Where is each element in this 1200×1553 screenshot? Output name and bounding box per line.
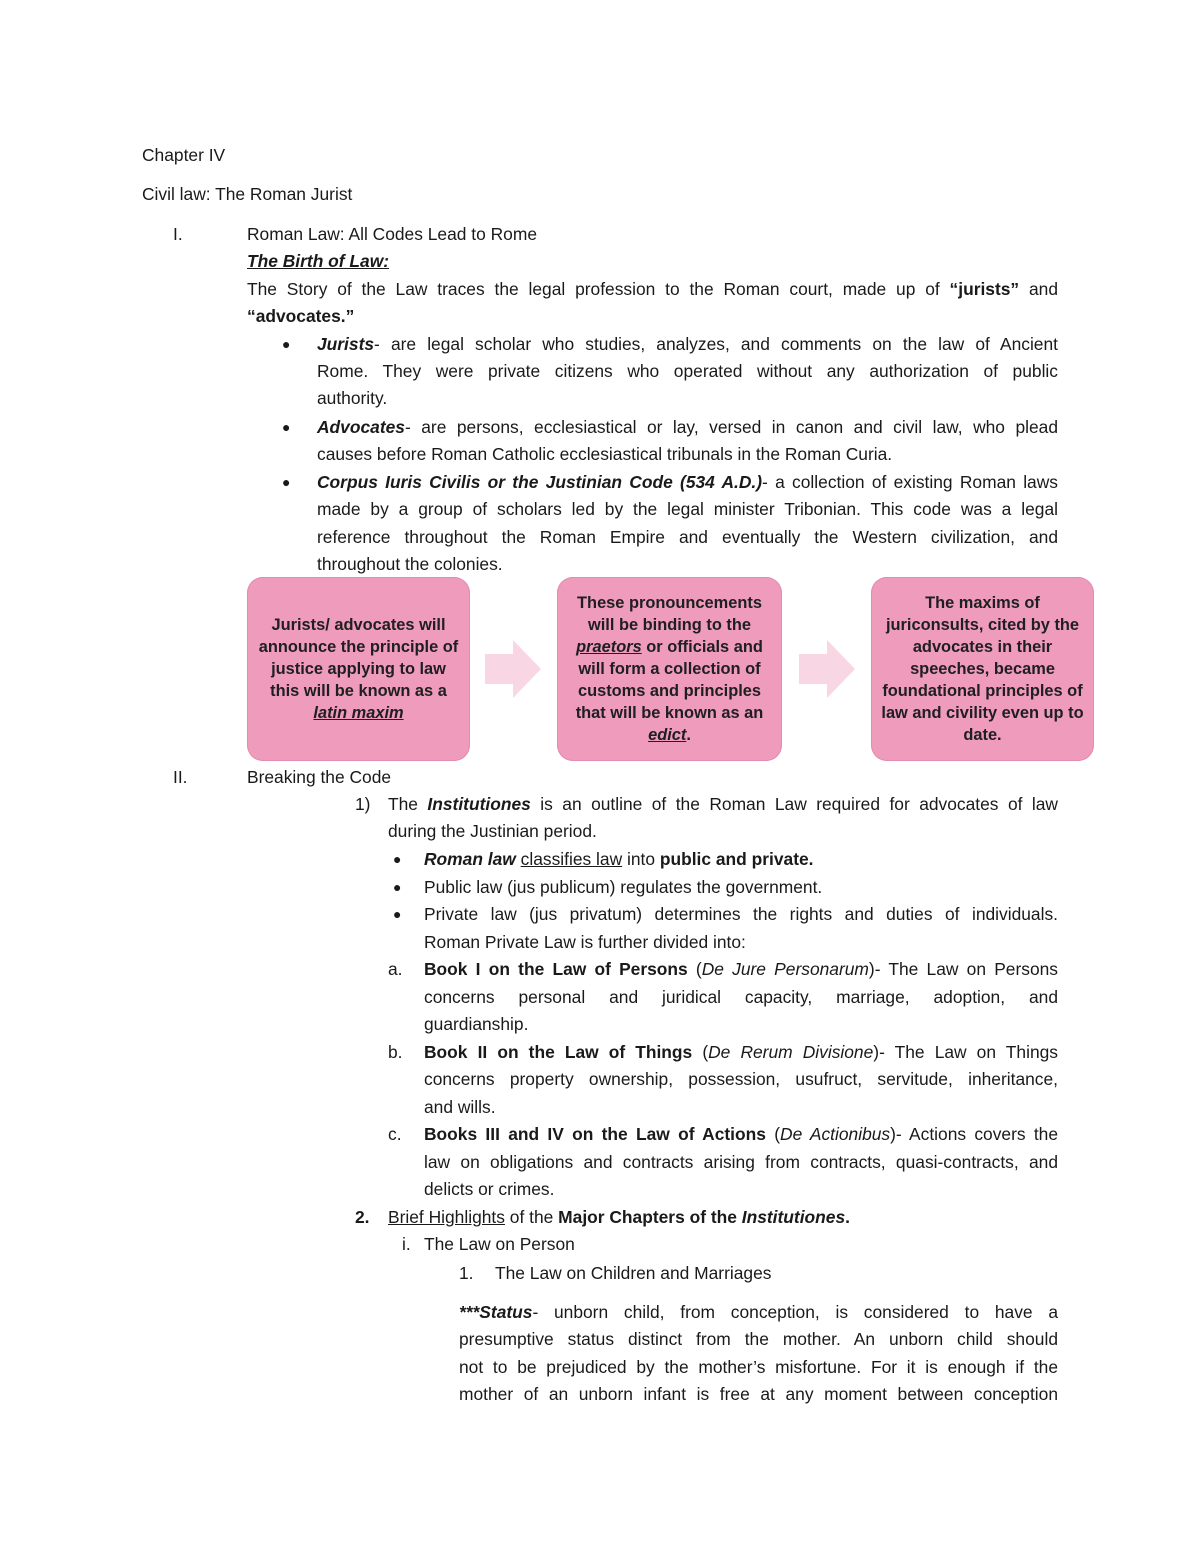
item-c-text: )- Actions covers the (890, 1124, 1059, 1144)
corpus-line-3: reference throughout the Roman Empire and eventually the Western civilization, and (317, 527, 1058, 547)
item-a-label: a. (388, 959, 403, 979)
private-law-line-1: Private law (jus privatum) determines the rights and duties of individuals. (424, 904, 1058, 924)
paren-open: ( (692, 1042, 709, 1062)
diagram-box-maxims (871, 577, 1094, 761)
intro-line-1 (247, 276, 1058, 303)
de-actionibus: De Actionibus (780, 1124, 891, 1144)
books-3-4-title: Books III and IV on the Law of Actions (424, 1124, 766, 1144)
advocates-term: Advocates (317, 417, 405, 437)
item-c-line-1 (424, 1121, 1058, 1148)
bullet-icon: ● (282, 474, 291, 490)
box-3-text: The maxims of juriconsults, cited by the advocates in their speeches, became foundational principles of law and civility even up to date. (881, 594, 1084, 744)
item-1-text-a: The (388, 794, 428, 814)
arrow-right-icon (485, 638, 541, 700)
section-1-subheading: The Birth of Law: (247, 251, 390, 271)
arrow-right-icon (799, 638, 855, 700)
item-b-line-3: and wills. (424, 1097, 496, 1117)
status-line-1 (459, 1299, 1058, 1326)
box-2-text-c: . (686, 726, 691, 744)
book-1-title: Book I on the Law of Persons (424, 959, 688, 979)
corpus-line-4: throughout the colonies. (317, 554, 503, 574)
classification-line (424, 846, 814, 873)
box-2-text-b: or officials and will form a collection of customs and principles that will be known as an (575, 638, 764, 722)
intro-text-a: The Story of the Law traces the legal profession to the Roman court, made up of (247, 279, 950, 299)
section-2-title: Breaking the Code (247, 767, 392, 787)
section-2-numeral: II. (173, 767, 188, 787)
item-c-line-3: delicts or crimes. (424, 1179, 555, 1199)
item-c-line-2: law on obligations and contracts arising from contracts, quasi-contracts, and (424, 1152, 1058, 1172)
advocates-line-1 (317, 414, 1058, 441)
chapter-heading: Chapter IV (142, 145, 226, 165)
jurists-line-3: authority. (317, 388, 388, 408)
intro-text-c: and (1019, 279, 1058, 299)
item-1-text-c: is an outline of the Roman Law required for advocates of law (530, 794, 1058, 814)
item-b-line-2: concerns property ownership, possession, usufruct, servitude, inheritance, (424, 1069, 1058, 1089)
diagram-box-latin-maxim (247, 577, 470, 761)
box-2-praetors: praetors (576, 638, 642, 656)
status-line-3: not to be prejudiced by the mother’s misfortune. For it is enough if the (459, 1357, 1058, 1377)
advocates-quote: “advocates.” (247, 306, 355, 326)
page-title: Civil law: The Roman Jurist (142, 184, 353, 204)
item-a-line-3: guardianship. (424, 1014, 529, 1034)
item-1-line-2: during the Justinian period. (388, 821, 597, 841)
public-private-text: public and private. (659, 849, 814, 869)
box-2-edict: edict (648, 726, 687, 744)
section-1-numeral: I. (173, 224, 183, 244)
box-1-latin-maxim: latin maxim (313, 704, 404, 722)
item-a-line-2: concerns personal and juridical capacity, marriage, adoption, and (424, 987, 1058, 1007)
bullet-icon: ● (282, 419, 291, 435)
sub-1-text: The Law on Children and Marriages (495, 1263, 772, 1283)
de-jure-personarum: De Jure Personarum (701, 959, 869, 979)
roman-law-term: Roman law (424, 849, 516, 869)
corpus-line-1 (317, 469, 1058, 496)
status-def: - unborn child, from conception, is considered to have a (532, 1302, 1058, 1322)
section-1-title: Roman Law: All Codes Lead to Rome (247, 224, 538, 244)
institutiones-term-2: Institutiones (741, 1207, 846, 1227)
advocates-line-2: causes before Roman Catholic ecclesiastical tribunals in the Roman Curia. (317, 444, 893, 464)
bullet-icon: ● (393, 879, 402, 895)
item-1-line-1 (388, 791, 1058, 818)
box-1-text: Jurists/ advocates will announce the principle of justice applying to law this will be known as a (258, 616, 459, 700)
item-i-label: i. (402, 1234, 411, 1254)
period: . (845, 1207, 850, 1227)
into-text: into (622, 849, 660, 869)
item-a-line-1 (424, 956, 1058, 983)
box-2-text-a: These pronouncements will be binding to the (577, 594, 762, 634)
jurists-def: - are legal scholar who studies, analyzes, and comments on the law of Ancient (374, 334, 1058, 354)
item-b-label: b. (388, 1042, 403, 1062)
paren-open: ( (765, 1124, 781, 1144)
bullet-icon: ● (393, 851, 402, 867)
corpus-line-2: made by a group of scholars led by the legal minister Tribonian. This code was a legal (317, 499, 1058, 519)
jurists-quote: “jurists” (949, 279, 1020, 299)
major-chapters: Major Chapters of the (558, 1207, 742, 1227)
status-line-2: presumptive status distinct from the mother. An unborn child should (459, 1329, 1058, 1349)
de-rerum-divisione: De Rerum Divisione (708, 1042, 874, 1062)
item-b-text: )- The Law on Things (873, 1042, 1058, 1062)
jurists-line-2: Rome. They were private citizens who operated without any authorization of public (317, 361, 1058, 381)
bullet-icon: ● (393, 906, 402, 922)
item-i-text: The Law on Person (424, 1234, 575, 1254)
jurists-line-1 (317, 331, 1058, 358)
paren-open: ( (687, 959, 702, 979)
status-term: ***Status (459, 1302, 533, 1322)
public-law-line: Public law (jus publicum) regulates the government. (424, 877, 823, 897)
item-a-text: )- The Law on Persons (868, 959, 1059, 979)
brief-highlights: Brief Highlights (388, 1207, 505, 1227)
item-1-number: 1) (355, 794, 371, 814)
private-law-line-2: Roman Private Law is further divided into: (424, 932, 746, 952)
corpus-term: Corpus Iuris Civilis or the Justinian Code (534 A.D.) (317, 472, 763, 492)
diagram-box-edict (557, 577, 782, 761)
sub-1-label: 1. (459, 1263, 474, 1283)
classifies-law: classifies law (520, 849, 623, 869)
item-2-number: 2. (355, 1207, 370, 1227)
bullet-icon: ● (282, 336, 291, 352)
item-c-label: c. (388, 1124, 402, 1144)
jurists-term: Jurists (317, 334, 375, 354)
institutiones-term: Institutiones (427, 794, 531, 814)
item-2-line (388, 1204, 850, 1231)
status-line-4: mother of an unborn infant is free at any moment between conception (459, 1384, 1058, 1404)
corpus-def: - a collection of existing Roman laws (762, 472, 1058, 492)
book-2-title: Book II on the Law of Things (424, 1042, 693, 1062)
of-the-text: of the (504, 1207, 559, 1227)
item-b-line-1 (424, 1039, 1058, 1066)
advocates-def: - are persons, ecclesiastical or lay, versed in canon and civil law, who plead (404, 417, 1058, 437)
